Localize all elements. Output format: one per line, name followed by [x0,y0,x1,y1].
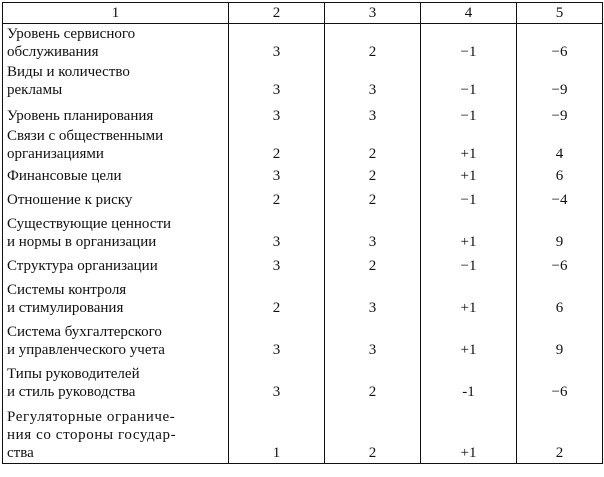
value-cell-c3: 2 [325,252,421,276]
row-label [3,360,229,402]
value-cell-c5: −6 [517,24,603,62]
value-cell-c4: +1 [421,318,517,360]
value-cell-c4: −1 [421,186,517,210]
row-label [3,318,229,360]
table-row [3,62,603,100]
table-row [3,360,603,402]
value-cell-c3: 3 [325,210,421,252]
value-cell-c4: −1 [421,100,517,126]
row-label-line: Системы контроля [7,281,127,298]
value-cell-c5: −9 [517,62,603,100]
value-cell-c4: −1 [421,252,517,276]
value-cell-c2: 2 [229,126,325,164]
value-cell-c2: 2 [229,276,325,318]
row-label [3,276,229,318]
header-cell-4: 4 [421,3,517,24]
value-cell-c3: 2 [325,186,421,210]
value-cell-c5: −6 [517,252,603,276]
value-cell-c4: +1 [421,276,517,318]
row-label-line: Связи с общественными [7,127,164,144]
row-label [3,402,229,464]
row-label-line: обслуживания [7,43,99,60]
value-cell-c4: +1 [421,210,517,252]
value-cell-c5: 4 [517,126,603,164]
value-cell-c2: 3 [229,210,325,252]
value-cell-c3: 2 [325,402,421,464]
row-label [3,186,229,210]
row-label-line: рекламы [7,81,63,98]
row-label-line: ства [7,445,34,461]
value-cell-c2: 3 [229,62,325,100]
value-cell-c5: −6 [517,360,603,402]
value-cell-c2: 3 [229,164,325,186]
value-cell-c2: 3 [229,24,325,62]
value-cell-c4: +1 [421,164,517,186]
value-cell-c4: -1 [421,360,517,402]
value-cell-c2: 3 [229,360,325,402]
row-label [3,252,229,276]
header-cell-3: 3 [325,3,421,24]
header-row [3,3,603,24]
value-cell-c2: 3 [229,318,325,360]
value-cell-c3: 3 [325,276,421,318]
row-label-line: ния со стороны государ- [7,427,177,443]
value-cell-c3: 2 [325,126,421,164]
header-cell-2: 2 [229,3,325,24]
value-cell-c3: 3 [325,100,421,126]
row-label [3,100,229,126]
value-cell-c3: 3 [325,318,421,360]
assessment-table [2,2,603,464]
row-label-line: Уровень сервисного [7,25,136,42]
table-row [3,24,603,62]
row-label [3,126,229,164]
table-row [3,318,603,360]
row-label-line: Существующие ценности [7,215,172,232]
row-label-line: и стимулирования [7,299,124,316]
table-row [3,126,603,164]
value-cell-c5: 2 [517,402,603,464]
row-label-line: и стиль руководства [7,383,136,400]
row-label [3,164,229,186]
row-label-line: Уровень планирования [7,107,154,124]
row-label-line: Типы руководителей [7,365,140,382]
table-body [3,24,603,464]
row-label-line: Система бухгалтерского [7,323,162,340]
table-row [3,276,603,318]
value-cell-c5: 6 [517,276,603,318]
value-cell-c5: 9 [517,318,603,360]
row-label [3,24,229,62]
value-cell-c5: −9 [517,100,603,126]
table-row [3,186,603,210]
table-row [3,164,603,186]
table-row [3,402,603,464]
value-cell-c2: 3 [229,252,325,276]
row-label-line: Структура организации [7,257,158,274]
value-cell-c4: +1 [421,402,517,464]
row-label-line: Виды и количество [7,63,130,80]
row-label [3,62,229,100]
header-cell-5: 5 [517,3,603,24]
value-cell-c3: 2 [325,360,421,402]
value-cell-c3: 2 [325,24,421,62]
value-cell-c3: 3 [325,62,421,100]
table-row [3,100,603,126]
row-label [3,210,229,252]
table-row [3,252,603,276]
value-cell-c5: −4 [517,186,603,210]
value-cell-c2: 3 [229,100,325,126]
value-cell-c2: 1 [229,402,325,464]
value-cell-c5: 9 [517,210,603,252]
value-cell-c3: 2 [325,164,421,186]
table-row [3,210,603,252]
row-label-line: Финансовые цели [7,167,122,184]
row-label-line: и управленческого учета [7,341,165,358]
header-cell-1: 1 [3,3,229,24]
value-cell-c5: 6 [517,164,603,186]
value-cell-c4: +1 [421,126,517,164]
row-label-line: и нормы в организации [7,233,157,250]
row-label-line: Отношение к риску [7,191,133,208]
row-label-line: организациями [7,145,104,162]
value-cell-c4: −1 [421,62,517,100]
value-cell-c4: −1 [421,24,517,62]
value-cell-c2: 2 [229,186,325,210]
row-label-line: Регуляторные ограниче- [7,409,176,425]
